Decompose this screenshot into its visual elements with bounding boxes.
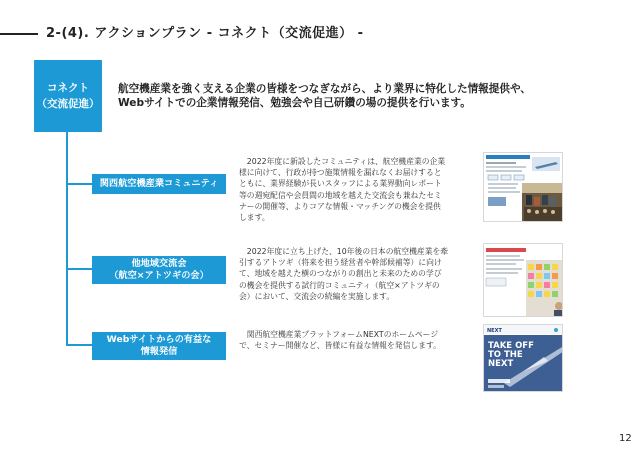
desc-line: 会）において、交流会の続編を実施します。 xyxy=(239,291,395,301)
item-description-community xyxy=(239,156,471,223)
item-label: 情報発信 xyxy=(140,346,178,357)
item-label: （航空×アトツギの会） xyxy=(109,270,209,281)
website-thumbnail-graphic xyxy=(484,325,563,392)
item-box-regional-exchange xyxy=(92,256,226,284)
lead-text xyxy=(118,82,531,110)
community-thumbnail-graphic xyxy=(484,153,563,222)
tree-connector-vertical xyxy=(66,132,68,345)
item-box-community xyxy=(92,174,226,194)
item-label: 他地域交流会 xyxy=(131,258,187,269)
tree-connector-branch-1 xyxy=(66,183,92,185)
desc-line: で、セミナー開催など、皆様に有益な情報を発信します。 xyxy=(239,341,441,351)
desc-line: 引するアトツギ（将来を担う経営者や幹部候補等）に向け xyxy=(239,258,442,268)
website-logo-text: NEXT xyxy=(487,328,502,334)
connect-main-label: コネクト xyxy=(47,82,89,94)
lead-line: 航空機産業を強く支える企業の皆様をつなぎながら、より業界に特化した情報提供や、 xyxy=(118,83,531,95)
community-thumbnail-image xyxy=(483,152,563,222)
page-title: 2-(4). アクションプラン - コネクト（交流促進） - xyxy=(46,26,364,41)
item-description-web-info xyxy=(239,329,471,351)
website-headline-line: NEXT xyxy=(488,359,514,369)
website-headline-line: TAKE OFF xyxy=(488,341,534,351)
desc-line: 関西航空機産業プラットフォームNEXTのホームページ xyxy=(239,330,439,339)
desc-line: ナーの開催等、よりコアな情報・マッチングの機会を提供 xyxy=(239,201,441,211)
desc-line: 2022年度に新設したコミュニティは、航空機産業の企業 xyxy=(239,157,446,166)
connect-main-sublabel: （交流促進） xyxy=(36,98,100,110)
desc-line: ともに、業界経験が長いスタッフによる業界動向レポート xyxy=(239,179,442,189)
desc-line: の機会を提供する試行的コミュニティ（航空×アトツギの xyxy=(239,280,440,290)
page-number: 12 xyxy=(619,433,632,444)
lead-line: Webサイトでの企業情報発信、勉強会や自己研鑽の場の提供を行います。 xyxy=(118,97,471,109)
desc-line: て、地域を越えた横のつながりの創出と未来のための学び xyxy=(239,269,442,279)
item-label: 関西航空機産業コミュニティ xyxy=(99,178,219,189)
desc-line: します。 xyxy=(239,213,270,223)
item-box-web-info xyxy=(92,332,226,360)
item-label: Webサイトからの有益な xyxy=(106,334,212,345)
desc-line: 等の週宛配信や会員間の地域を越えた交流会も兼ねたセミ xyxy=(239,190,442,200)
exchange-thumbnail-image xyxy=(483,243,563,317)
tree-connector-branch-3 xyxy=(66,344,92,346)
title-rule xyxy=(0,33,38,35)
exchange-thumbnail-graphic xyxy=(484,244,563,317)
website-thumbnail-image xyxy=(483,324,563,392)
desc-line: 2022年度に立ち上げた、10年後の日本の航空機産業を牽 xyxy=(239,247,449,256)
tree-connector-branch-2 xyxy=(66,268,92,270)
desc-line: 様に向けて、行政が持つ施策情報を漏れなくお届けすると xyxy=(239,168,442,178)
item-description-regional-exchange xyxy=(239,246,471,302)
website-headline-line: TO THE xyxy=(488,350,523,360)
connect-main-box xyxy=(34,60,102,132)
